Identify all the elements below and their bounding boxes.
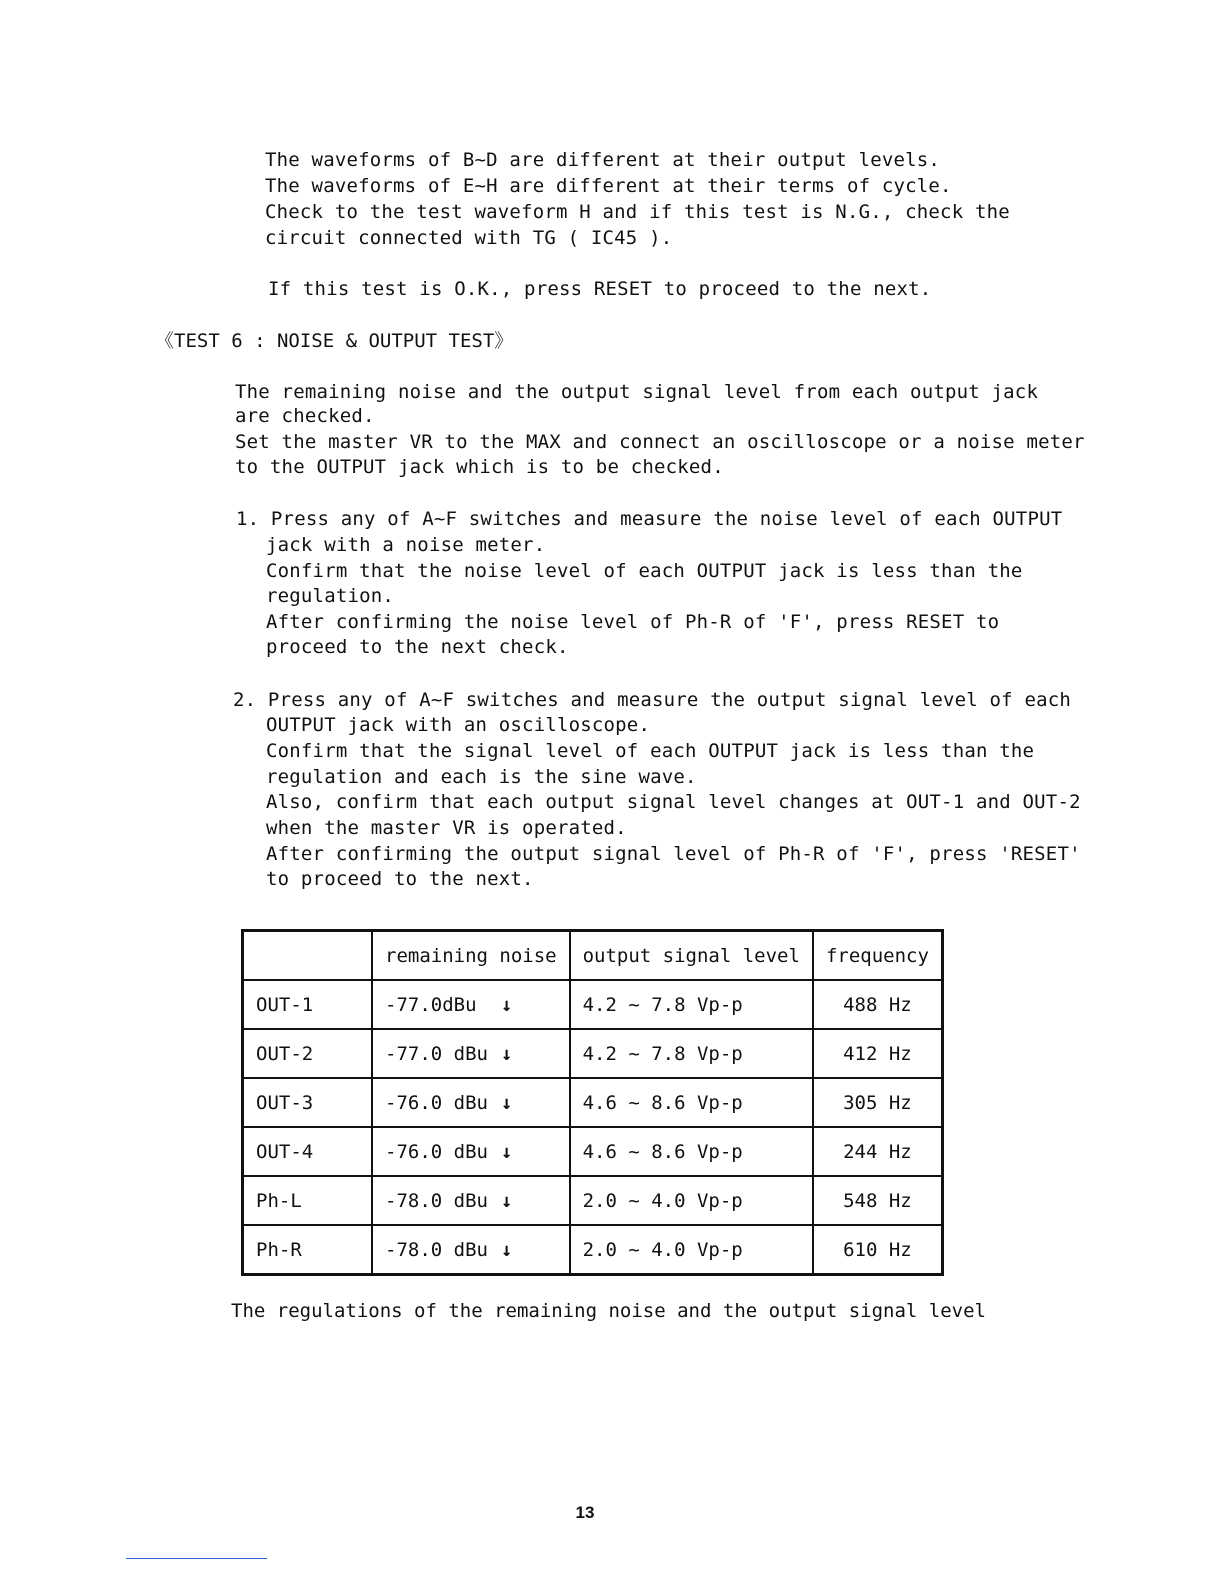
down-arrow-icon: ↓ <box>501 1189 513 1212</box>
noise-cell <box>372 1176 570 1225</box>
step2-line: Also, confirm that each output signal level changes at OUT-1 and OUT-2 <box>266 791 1081 813</box>
noise-cell <box>372 1127 570 1176</box>
down-arrow-icon: ↓ <box>501 1140 513 1163</box>
noise-value: -78.0 dBu <box>385 1238 488 1261</box>
desc-line: to the OUTPUT jack which is to be checked. <box>235 456 724 478</box>
output-cell: Ph-L <box>243 1176 373 1225</box>
regulations-table <box>241 929 944 1276</box>
step2-line: OUTPUT jack with an oscilloscope. <box>266 714 651 736</box>
step1-line: 1. Press any of A~F switches and measure the noise level of each OUTPUT <box>236 508 1063 530</box>
freq-cell: 488 Hz <box>813 980 942 1029</box>
freq-cell: 244 Hz <box>813 1127 942 1176</box>
intro-line: The waveforms of B~D are different at their output levels. <box>265 149 941 171</box>
freq-cell: 610 Hz <box>813 1225 942 1275</box>
noise-value: -76.0 dBu <box>385 1091 488 1114</box>
step2-line: After confirming the output signal level of Ph-R of 'F', press 'RESET' <box>266 843 1081 865</box>
down-arrow-icon: ↓ <box>501 1238 513 1261</box>
level-cell: 4.2 ~ 7.8 Vp-p <box>570 980 813 1029</box>
step2-line: to proceed to the next. <box>266 868 534 890</box>
noise-cell <box>372 1078 570 1127</box>
step2-line: 2. Press any of A~F switches and measure the output signal level of each <box>233 689 1072 711</box>
freq-cell: 412 Hz <box>813 1029 942 1078</box>
output-cell: OUT-3 <box>243 1078 373 1127</box>
level-cell: 2.0 ~ 4.0 Vp-p <box>570 1176 813 1225</box>
step1-line: regulation. <box>266 585 395 607</box>
intro-line: The waveforms of E~H are different at their terms of cycle. <box>265 175 952 197</box>
down-arrow-icon: ↓ <box>501 1091 513 1114</box>
step2-line: Confirm that the signal level of each OUTPUT jack is less than the <box>266 740 1035 762</box>
noise-cell <box>372 980 570 1029</box>
table-row <box>243 1029 943 1078</box>
noise-value: -77.0 dBu <box>385 1042 488 1065</box>
intro-line: Check to the test waveform H and if this test is N.G., check the <box>265 201 1010 223</box>
level-cell: 4.2 ~ 7.8 Vp-p <box>570 1029 813 1078</box>
section-heading: 《TEST 6 : NOISE & OUTPUT TEST》 <box>155 330 514 352</box>
table-row <box>243 1176 943 1225</box>
step1-line: jack with a noise meter. <box>266 534 546 556</box>
level-cell: 4.6 ~ 8.6 Vp-p <box>570 1078 813 1127</box>
intro-line: circuit connected with TG ( IC45 ). <box>265 227 673 249</box>
output-cell: OUT-1 <box>243 980 373 1029</box>
output-cell: OUT-2 <box>243 1029 373 1078</box>
step1-line: proceed to the next check. <box>266 636 569 658</box>
freq-cell: 548 Hz <box>813 1176 942 1225</box>
table-row <box>243 980 943 1029</box>
noise-cell <box>372 1029 570 1078</box>
table-header-cell: frequency <box>813 931 942 981</box>
step2-line: regulation and each is the sine wave. <box>266 766 697 788</box>
desc-line: The remaining noise and the output signal level from each output jack <box>235 381 1039 403</box>
step1-line: After confirming the noise level of Ph-R of 'F', press RESET to <box>266 611 1000 633</box>
page-number: 13 <box>575 1503 595 1522</box>
intro-line: If this test is O.K., press RESET to proceed to the next. <box>268 278 932 300</box>
table-row <box>243 1078 943 1127</box>
desc-line: Set the master VR to the MAX and connect an oscilloscope or a noise meter <box>235 431 1085 453</box>
level-cell: 2.0 ~ 4.0 Vp-p <box>570 1225 813 1275</box>
table-header-cell <box>243 931 373 981</box>
down-arrow-icon: ↓ <box>501 1042 513 1065</box>
table-row <box>243 1127 943 1176</box>
table-row <box>243 1225 943 1275</box>
noise-value: -77.0dBu <box>385 993 477 1016</box>
level-cell: 4.6 ~ 8.6 Vp-p <box>570 1127 813 1176</box>
footer-rule <box>126 1558 267 1559</box>
noise-value: -78.0 dBu <box>385 1189 488 1212</box>
freq-cell: 305 Hz <box>813 1078 942 1127</box>
down-arrow-icon: ↓ <box>501 993 513 1016</box>
table-header-cell: output signal level <box>570 931 813 981</box>
desc-line: are checked. <box>235 405 375 427</box>
table-header-row <box>243 931 943 981</box>
output-cell: Ph-R <box>243 1225 373 1275</box>
noise-value: -76.0 dBu <box>385 1140 488 1163</box>
step2-line: when the master VR is operated. <box>266 817 627 839</box>
output-cell: OUT-4 <box>243 1127 373 1176</box>
step1-line: Confirm that the noise level of each OUTPUT jack is less than the <box>266 560 1023 582</box>
noise-cell <box>372 1225 570 1275</box>
table-caption: The regulations of the remaining noise and the output signal level <box>231 1300 986 1322</box>
table-header-cell: remaining noise <box>372 931 570 981</box>
